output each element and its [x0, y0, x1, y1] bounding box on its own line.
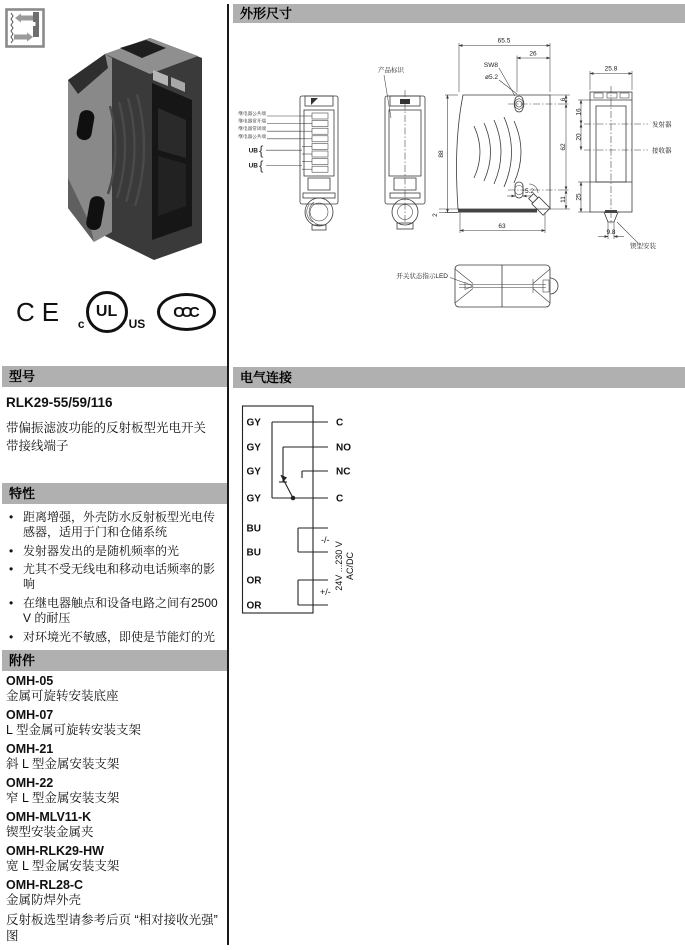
accessory-desc: 金属可旋转安装底座 [6, 689, 119, 703]
relay-terminal-label: 继电器常闭端 [238, 126, 266, 132]
terminal-label: GY [246, 442, 261, 454]
accessory-code: OMH-05 [6, 674, 54, 688]
accessory-item [6, 878, 222, 908]
connection-section-header: 电气连接 [233, 367, 685, 388]
accessory-desc: 斜 L 型金属安装支架 [6, 757, 120, 771]
dc-minus-label: -/- [321, 535, 330, 545]
accessory-desc: 窄 L 型金属安装支架 [6, 791, 120, 805]
accessory-item [6, 742, 222, 772]
model-number: RLK29-55/59/116 [6, 395, 113, 410]
rear-view [238, 96, 338, 230]
accessory-desc: L 型金属可旋转安装支架 [6, 723, 141, 737]
contact-label: NO [336, 442, 351, 454]
retroreflective-sensor-icon [5, 8, 45, 48]
ub-label: UB [248, 147, 258, 155]
certification-logos [16, 291, 216, 333]
terminal-label: GY [246, 466, 261, 478]
terminal-label: OR [246, 575, 262, 587]
ce-logo: CE [16, 296, 67, 327]
accessory-desc: 锲型安装金属夹 [6, 825, 94, 839]
ul-logo [77, 291, 146, 333]
dim-nut: SW8 [483, 62, 498, 69]
front-view [378, 65, 425, 229]
ul-us-label: US [128, 317, 146, 331]
ul-circle: UL [86, 291, 128, 333]
terminal-label: GY [246, 493, 261, 505]
dim-hole-dia: ø5.2 [484, 74, 498, 81]
dim-depth: 25.8 [604, 65, 618, 73]
ub-brace: { [259, 158, 264, 173]
accessory-code: OMH-07 [6, 708, 54, 722]
dimensions-section-header: 外形尺寸 [233, 4, 685, 23]
contact-label: C [336, 417, 344, 429]
relay-terminal-label: 继电器公共端 [238, 111, 266, 116]
terminal-label: BU [246, 523, 261, 535]
dim-base-plate: 2 [432, 213, 439, 217]
model-section [6, 395, 222, 455]
accessory-item [6, 674, 222, 704]
product-marking-label: 产品标识 [378, 67, 404, 74]
feature-item: • 在继电器触点和设备电路之间有2500 V 的耐压 [6, 596, 222, 627]
accessory-code: OMH-21 [6, 742, 54, 756]
accessory-item [6, 776, 222, 806]
feature-item: • 距离增强，外壳防水反射板型光电传感器，适用于门和仓储系统 [6, 510, 222, 541]
model-section-header: 型号 [2, 366, 227, 387]
accessory-item [6, 844, 222, 874]
accessory-item [6, 810, 222, 840]
dimension-drawing [232, 26, 685, 360]
dim-total-width: 65.5 [497, 37, 511, 45]
contact-label: NC [336, 466, 351, 478]
contact-label: C [336, 493, 344, 505]
ul-c-label: c [77, 317, 85, 331]
column-divider [227, 4, 229, 945]
dim-wedge-width: 9.8 [606, 229, 616, 236]
dim-hole-spacing: 26 [529, 50, 537, 58]
features-list [6, 510, 222, 648]
relay-terminal-label: 继电器公共端 [238, 133, 266, 139]
relay-terminal-label: 继电器常开端 [238, 118, 266, 124]
accessory-desc: 金属防焊外壳 [6, 893, 82, 907]
receiver-label: 接收器 [652, 147, 672, 155]
dc-plus-label: +/- [320, 587, 331, 597]
terminal-label: GY [246, 417, 261, 429]
dim-slot: 5.2 [525, 188, 535, 195]
accessory-desc: 宽 L 型金属安装支架 [6, 859, 120, 873]
led-indicator-label: 开关状态指示LED [396, 273, 448, 280]
accessory-code: OMH-RL28-C [6, 878, 84, 892]
product-photo [50, 28, 212, 263]
terminal-label: BU [246, 547, 261, 559]
ccc-logo: CCC [157, 293, 216, 331]
dim-lower-depth: 25 [575, 193, 583, 201]
end-view [576, 66, 673, 251]
ub-brace: { [259, 142, 264, 158]
connection-diagram [232, 395, 685, 660]
dim-bottom-offset: 11 [560, 196, 567, 203]
supply-voltage-label: 24V ...230 V [334, 541, 344, 591]
accessory-code: OMH-RLK29-HW [6, 844, 104, 858]
wedge-mount-label: 锲型安装 [630, 243, 656, 250]
accessory-code: OMH-22 [6, 776, 54, 790]
features-section-header: 特性 [2, 483, 227, 504]
dim-mid-height: 62 [560, 143, 567, 151]
model-description-line1: 带偏振滤波功能的反射板型光电开关 [6, 421, 207, 435]
accessories-list [6, 674, 222, 944]
model-description-line2: 带接线端子 [6, 439, 69, 454]
terminal-label: OR [246, 600, 262, 612]
accessory-item [6, 708, 222, 738]
dim-body-width: 63 [498, 223, 506, 230]
feature-item: • 尤其不受无线电和移动电话频率的影响 [6, 562, 222, 593]
feature-item: • 发射器发出的是随机频率的光 [6, 544, 222, 559]
dim-top-offset: 6 [560, 97, 567, 102]
side-view [432, 38, 570, 234]
dim-height: 88 [438, 150, 445, 158]
feature-item: • 对环境光不敏感，即使是节能灯的光 [6, 630, 222, 645]
accessory-code: OMH-MLV11-K [6, 810, 92, 824]
accessories-section-header: 附件 [2, 650, 227, 671]
reflector-note: 反射板选型请参考后页 “相对接收光强” 图 [6, 913, 218, 943]
supply-type-label: AC/DC [345, 551, 355, 581]
ub-label: UB [248, 162, 258, 170]
dim-tx-rx-gap: 20 [575, 133, 583, 141]
top-view [396, 265, 558, 307]
dim-tx-offset: 16 [575, 108, 583, 116]
transmitter-label: 发射器 [652, 121, 672, 129]
